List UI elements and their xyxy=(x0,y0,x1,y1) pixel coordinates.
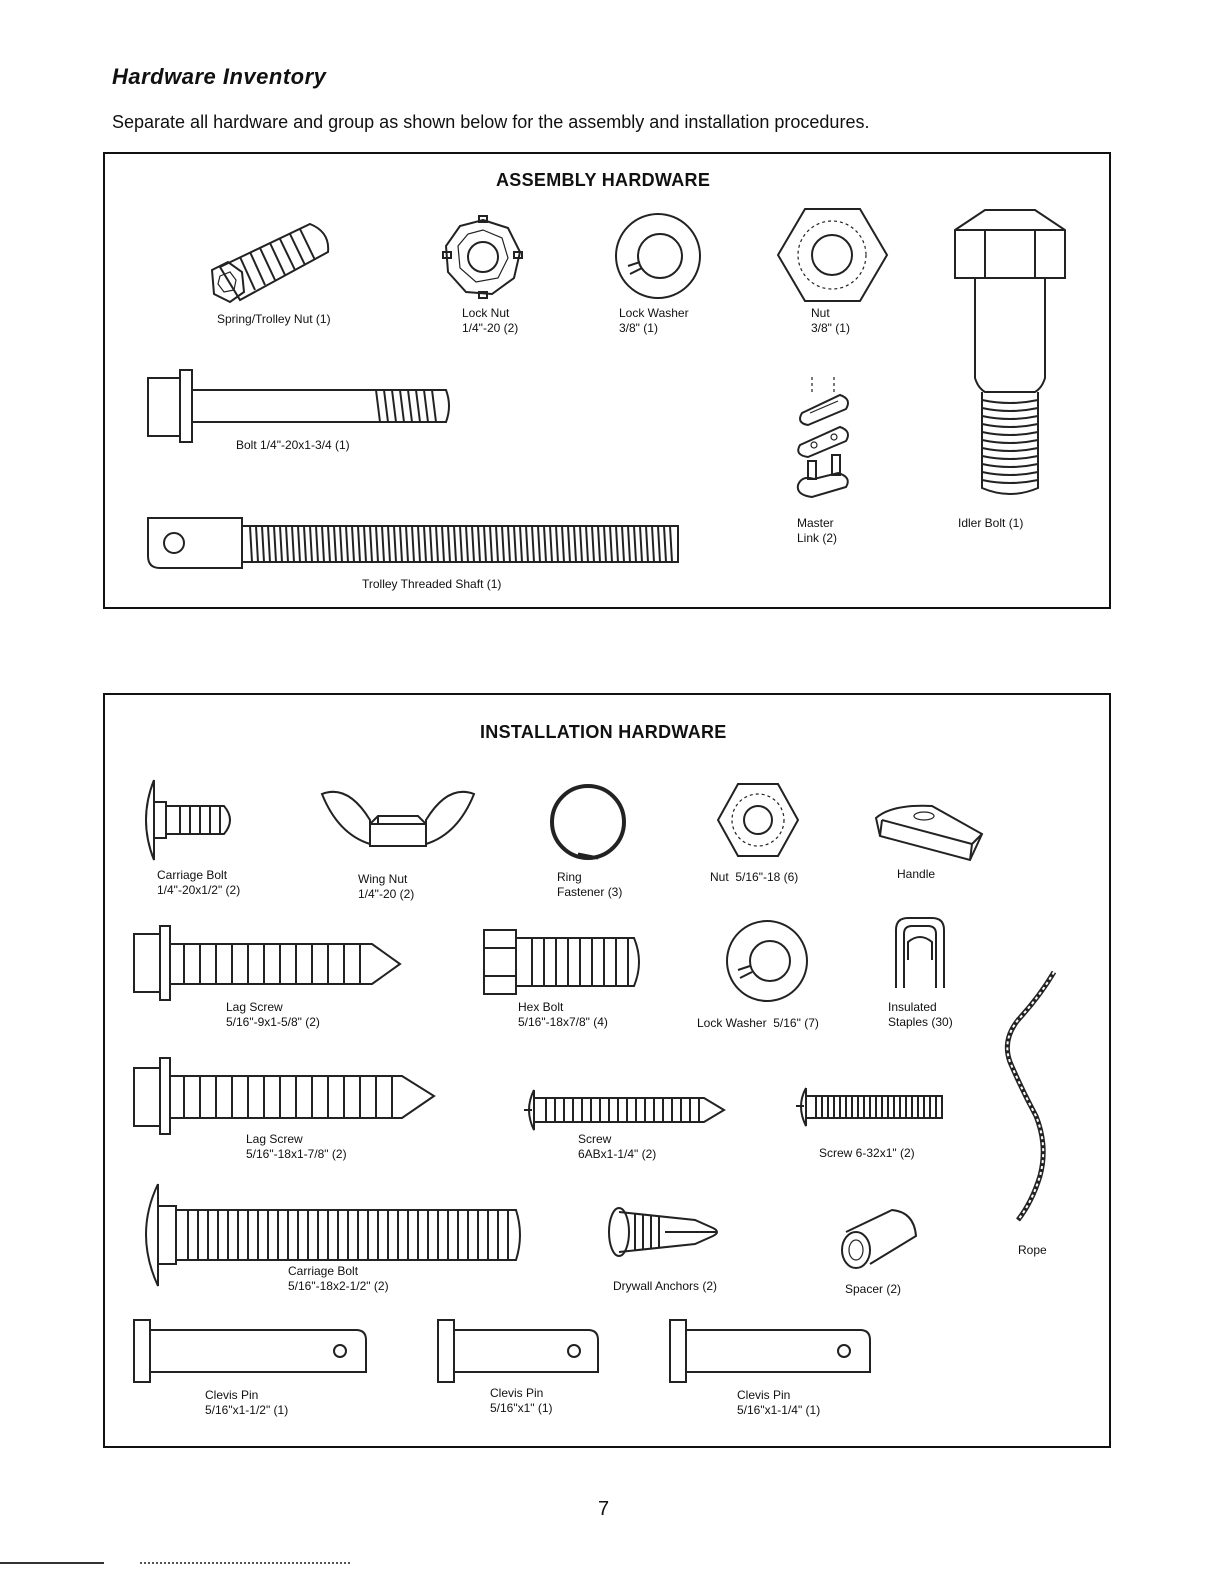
assembly-heading: ASSEMBLY HARDWARE xyxy=(496,170,711,190)
lock-washer-illustration xyxy=(608,208,708,303)
insulated-staples-illustration xyxy=(890,916,950,990)
lag-screw-1-label: Lag Screw 5/16"-9x1-5/8" (2) xyxy=(226,1000,320,1029)
lock-nut-label: Lock Nut 1/4"-20 (2) xyxy=(462,306,519,335)
wing-nut-illustration xyxy=(318,784,478,864)
clevis-pin-3-illustration xyxy=(668,1316,876,1386)
idler-bolt-illustration xyxy=(950,208,1070,508)
drywall-anchors-label: Drywall Anchors (2) xyxy=(613,1279,718,1293)
nut-516-illustration xyxy=(716,780,800,860)
lock-washer-label: Lock Washer 3/8" (1) xyxy=(619,306,689,335)
footer-dotted-rule xyxy=(140,1562,350,1564)
carriage-bolt-small-label: Carriage Bolt 1/4"-20x1/2" (2) xyxy=(157,868,241,897)
screw-632-label: Screw 6-32x1" (2) xyxy=(819,1146,915,1160)
nut-516-label: Nut 5/16"-18 (6) xyxy=(710,870,799,884)
handle-label: Handle xyxy=(897,867,936,881)
intro-text: Separate all hardware and group as shown below for the assembly and installation procedures. xyxy=(112,112,870,132)
clevis-pin-1-label: Clevis Pin 5/16"x1-1/2" (1) xyxy=(205,1388,289,1417)
page-number: 7 xyxy=(598,1498,610,1520)
nut-label: Nut 3/8" (1) xyxy=(811,306,850,335)
master-link-label: Master Link (2) xyxy=(797,516,838,545)
clevis-pin-3-label: Clevis Pin 5/16"x1-1/4" (1) xyxy=(737,1388,821,1417)
lag-screw-1-illustration xyxy=(132,924,407,1004)
ring-fastener-illustration xyxy=(548,782,628,862)
screw-6ab-label: Screw 6ABx1-1/4" (2) xyxy=(578,1132,657,1161)
bolt-label: Bolt 1/4"-20x1-3/4 (1) xyxy=(236,438,350,452)
spring-trolley-nut-illustration xyxy=(200,212,340,307)
lock-nut-illustration xyxy=(438,212,528,302)
rope-illustration xyxy=(1000,966,1070,1226)
spring-trolley-nut-label: Spring/Trolley Nut (1) xyxy=(217,312,331,326)
spacer-label: Spacer (2) xyxy=(845,1282,902,1296)
ring-fastener-label: Ring Fastener (3) xyxy=(557,870,623,899)
trolley-threaded-shaft-label: Trolley Threaded Shaft (1) xyxy=(362,577,502,591)
trolley-threaded-shaft-illustration xyxy=(146,512,686,572)
nut-illustration xyxy=(775,205,890,305)
footer-rule xyxy=(0,1562,104,1564)
lag-screw-2-illustration xyxy=(132,1054,442,1140)
clevis-pin-1-illustration xyxy=(132,1316,372,1386)
spacer-illustration xyxy=(836,1206,920,1272)
installation-heading: INSTALLATION HARDWARE xyxy=(480,722,727,742)
lock-washer-516-label: Lock Washer 5/16" (7) xyxy=(697,1016,819,1030)
hex-bolt-label: Hex Bolt 5/16"-18x7/8" (4) xyxy=(518,1000,608,1029)
handle-illustration xyxy=(872,800,988,864)
screw-6ab-illustration xyxy=(520,1086,730,1134)
clevis-pin-2-illustration xyxy=(436,1316,604,1386)
lag-screw-2-label: Lag Screw 5/16"-18x1-7/8" (2) xyxy=(246,1132,347,1161)
clevis-pin-2-label: Clevis Pin 5/16"x1" (1) xyxy=(490,1386,553,1415)
lock-washer-516-illustration xyxy=(722,918,812,1004)
insulated-staples-label: Insulated Staples (30) xyxy=(888,1000,953,1029)
rope-label: Rope xyxy=(1018,1243,1047,1257)
drywall-anchors-illustration xyxy=(605,1204,725,1260)
screw-632-illustration xyxy=(792,1084,947,1130)
hex-bolt-illustration xyxy=(482,926,647,998)
wing-nut-label: Wing Nut 1/4"-20 (2) xyxy=(358,872,415,901)
bolt-illustration xyxy=(146,368,456,443)
page-title: Hardware Inventory xyxy=(112,64,327,89)
master-link-illustration xyxy=(790,375,860,500)
carriage-bolt-small-illustration xyxy=(136,776,241,864)
idler-bolt-label: Idler Bolt (1) xyxy=(958,516,1024,530)
carriage-bolt-large-label: Carriage Bolt 5/16"-18x2-1/2" (2) xyxy=(288,1264,389,1293)
